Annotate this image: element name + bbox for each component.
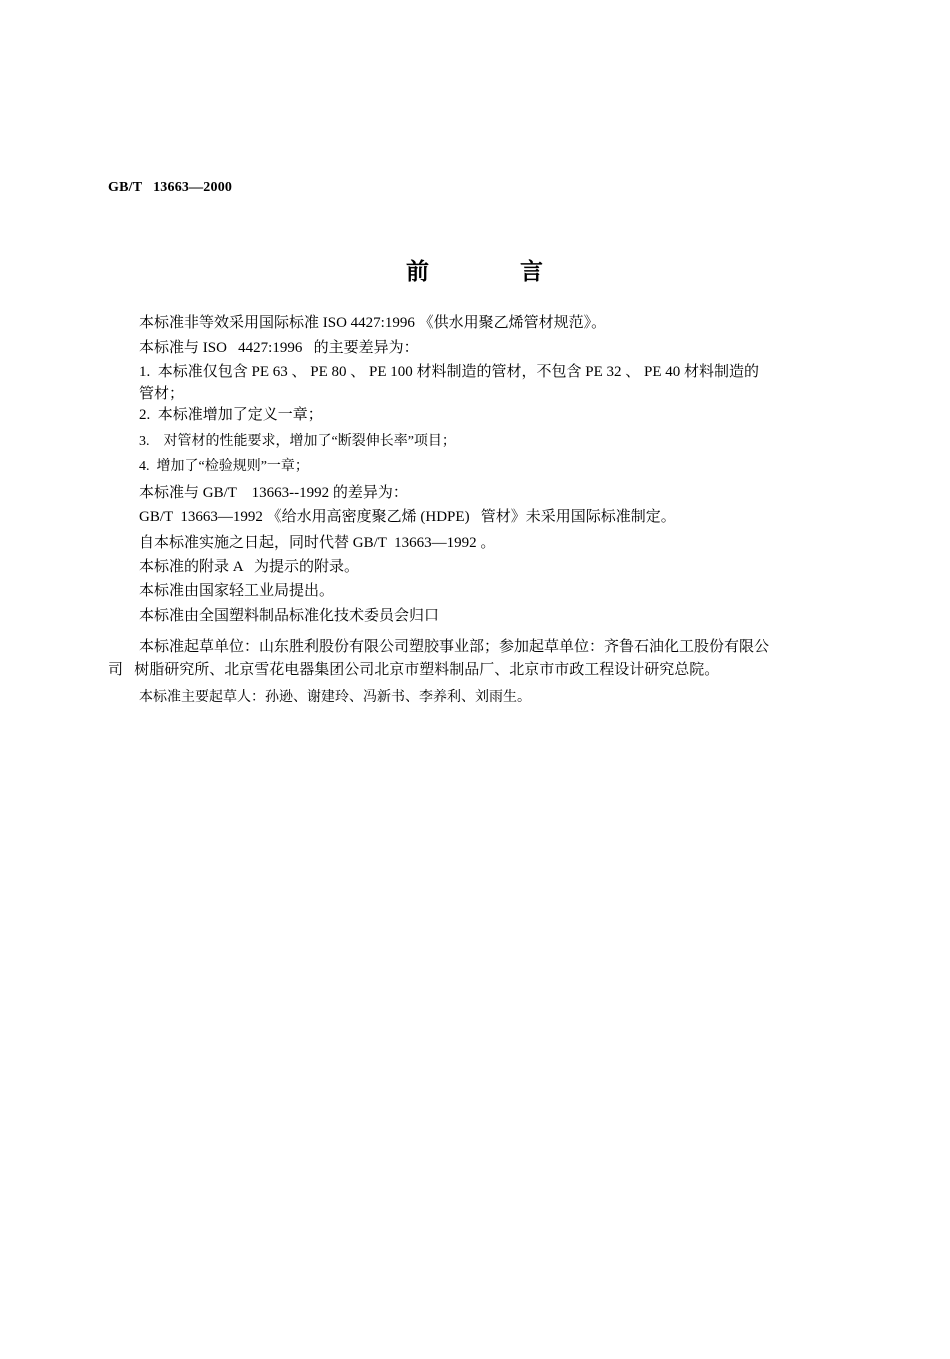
paragraph-gb-differences-intro: 本标准与 GB/T 13663--1992 的差异为：: [139, 485, 408, 501]
paragraph-drafting-units-line-1: 本标准起草单位：山东胜利股份有限公司塑胶事业部；参加起草单位：齐鲁石油化工股份有限公: [139, 639, 770, 655]
paragraph-drafters: 本标准主要起草人：孙逊、谢建玲、冯新书、李养利、刘雨生。: [139, 690, 531, 705]
list-item-3: 3. 对管材的性能要求，增加了“断裂伸长率”项目；: [139, 434, 456, 449]
paragraph-gb-1992-note: GB/T 13663—1992 《给水用高密度聚乙烯 (HDPE) 管材》未采用国际标准制定。: [139, 509, 676, 525]
paragraph-appendix: 本标准的附录 A 为提示的附录。: [139, 559, 360, 575]
standard-code: GB/T 13663—2000: [108, 180, 233, 195]
paragraph-proposer: 本标准由国家轻工业局提出。: [139, 583, 335, 599]
list-item-4: 4. 增加了“检验规则”一章；: [139, 459, 309, 474]
list-item-1-line-1: 1. 本标准仅包含 PE 63 、 PE 80 、 PE 100 材料制造的管材，不包含 PE 32 、 PE 40 材料制造的: [139, 364, 760, 380]
list-item-1-line-2: 管材；: [139, 386, 185, 402]
paragraph-committee: 本标准由全国塑料制品标准化技术委员会归口: [139, 608, 440, 624]
list-item-2: 2. 本标准增加了定义一章；: [139, 407, 323, 423]
paragraph-adoption: 本标准非等效采用国际标准 ISO 4427:1996 《供水用聚乙烯管材规范》。: [139, 315, 607, 331]
page-title: 前 言: [405, 259, 545, 285]
paragraph-drafting-units-line-2: 司 树脂研究所、北京雪花电器集团公司北京市塑料制品厂、北京市市政工程设计研究总院。: [108, 662, 720, 678]
paragraph-iso-differences-intro: 本标准与 ISO 4427:1996 的主要差异为：: [139, 340, 419, 356]
paragraph-replacement: 自本标准实施之日起，同时代替 GB/T 13663—1992 。: [139, 535, 496, 551]
